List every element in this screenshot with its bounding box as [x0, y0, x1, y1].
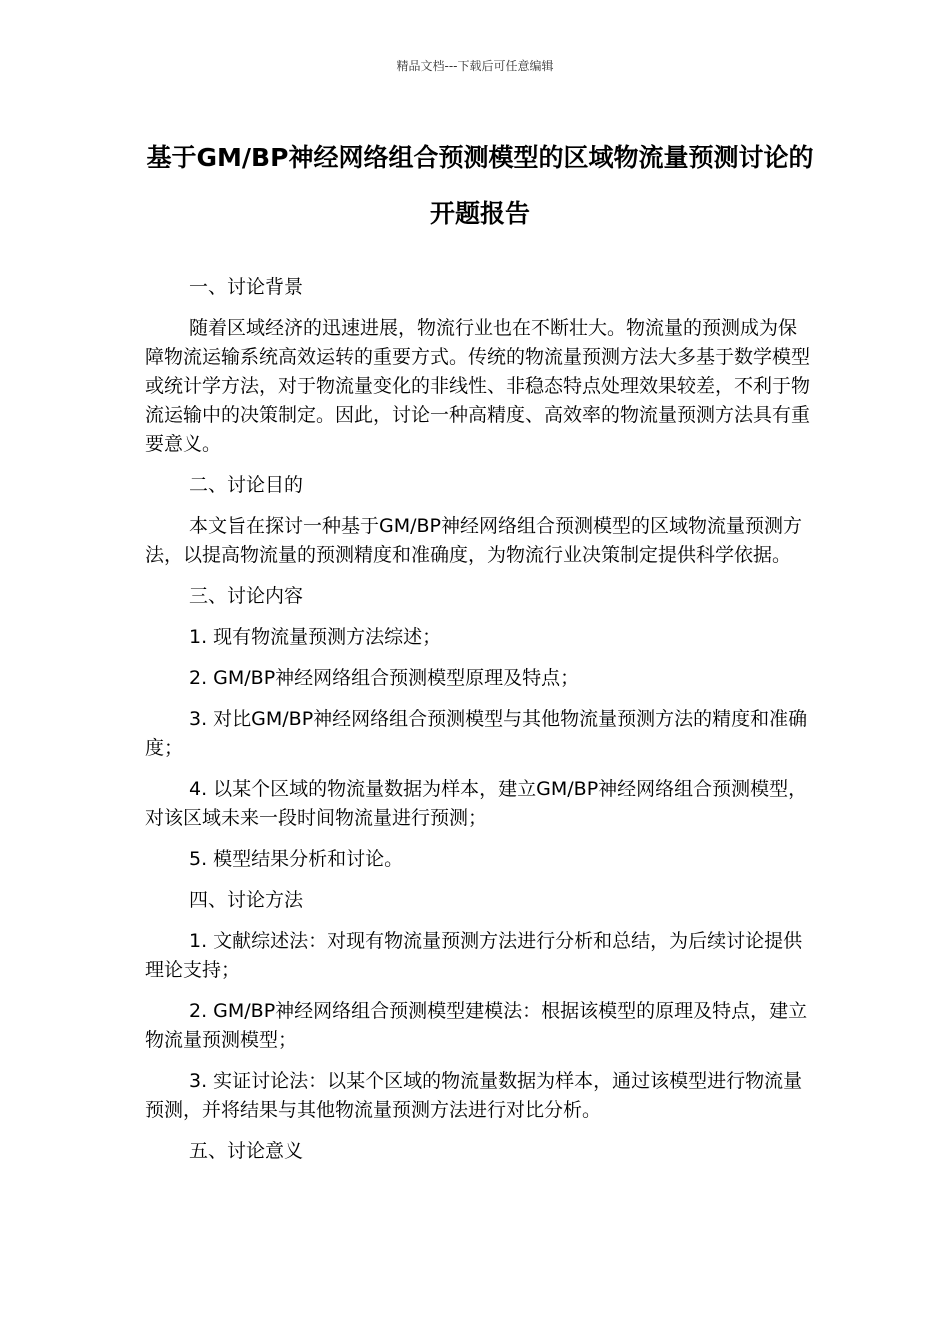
content-item-1: 1. 现有物流量预测方法综述； — [189, 626, 442, 648]
section-heading-method: 四、讨论方法 — [189, 889, 304, 911]
section-heading-background: 一、讨论背景 — [189, 276, 304, 298]
section-heading-purpose: 二、讨论目的 — [189, 474, 304, 496]
method-item-3: 3. 实证讨论法：以某个区域的物流量数据为样本，通过该模型进行物流量预测，并将结果与其他物流量预测方法进行对比分析。 — [145, 1070, 803, 1121]
section-heading-content: 三、讨论内容 — [189, 585, 304, 607]
content-item-5: 5. 模型结果分析和讨论。 — [189, 848, 404, 870]
header-watermark: 精品文档---下载后可任意编辑 — [396, 59, 554, 73]
document-title: 基于GM/BP神经网络组合预测模型的区域物流量预测讨论的开题报告 — [146, 143, 814, 228]
content-item-3: 3. 对比GM/BP神经网络组合预测模型与其他物流量预测方法的精度和准确度； — [145, 708, 808, 759]
document-body — [145, 273, 815, 1166]
content-item-4: 4. 以某个区域的物流量数据为样本，建立GM/BP神经网络组合预测模型，对该区域未来一段时间物流量进行预测； — [145, 778, 808, 829]
method-item-1: 1. 文献综述法：对现有物流量预测方法进行分析和总结，为后续讨论提供理论支持； — [145, 930, 803, 981]
method-item-2: 2. GM/BP神经网络组合预测模型建模法：根据该模型的原理及特点，建立物流量预测模型； — [145, 1000, 808, 1051]
section-heading-significance: 五、讨论意义 — [189, 1140, 304, 1162]
paragraph-background: 随着区域经济的迅速进展，物流行业也在不断壮大。物流量的预测成为保障物流运输系统高效运转的重要方式。传统的物流量预测方法大多基于数学模型或统计学方法，对于物流量变化的非线性、非稳态特点处理效果较差，不利于物流运输中的决策制定。因此，讨论一种高精度、高效率的物流量预测方法具有重要意义。 — [145, 317, 811, 455]
paragraph-purpose: 本文旨在探讨一种基于GM/BP神经网络组合预测模型的区域物流量预测方法，以提高物流量的预测精度和准确度，为物流行业决策制定提供科学依据。 — [145, 515, 803, 566]
content-item-2: 2. GM/BP神经网络组合预测模型原理及特点； — [189, 667, 580, 689]
